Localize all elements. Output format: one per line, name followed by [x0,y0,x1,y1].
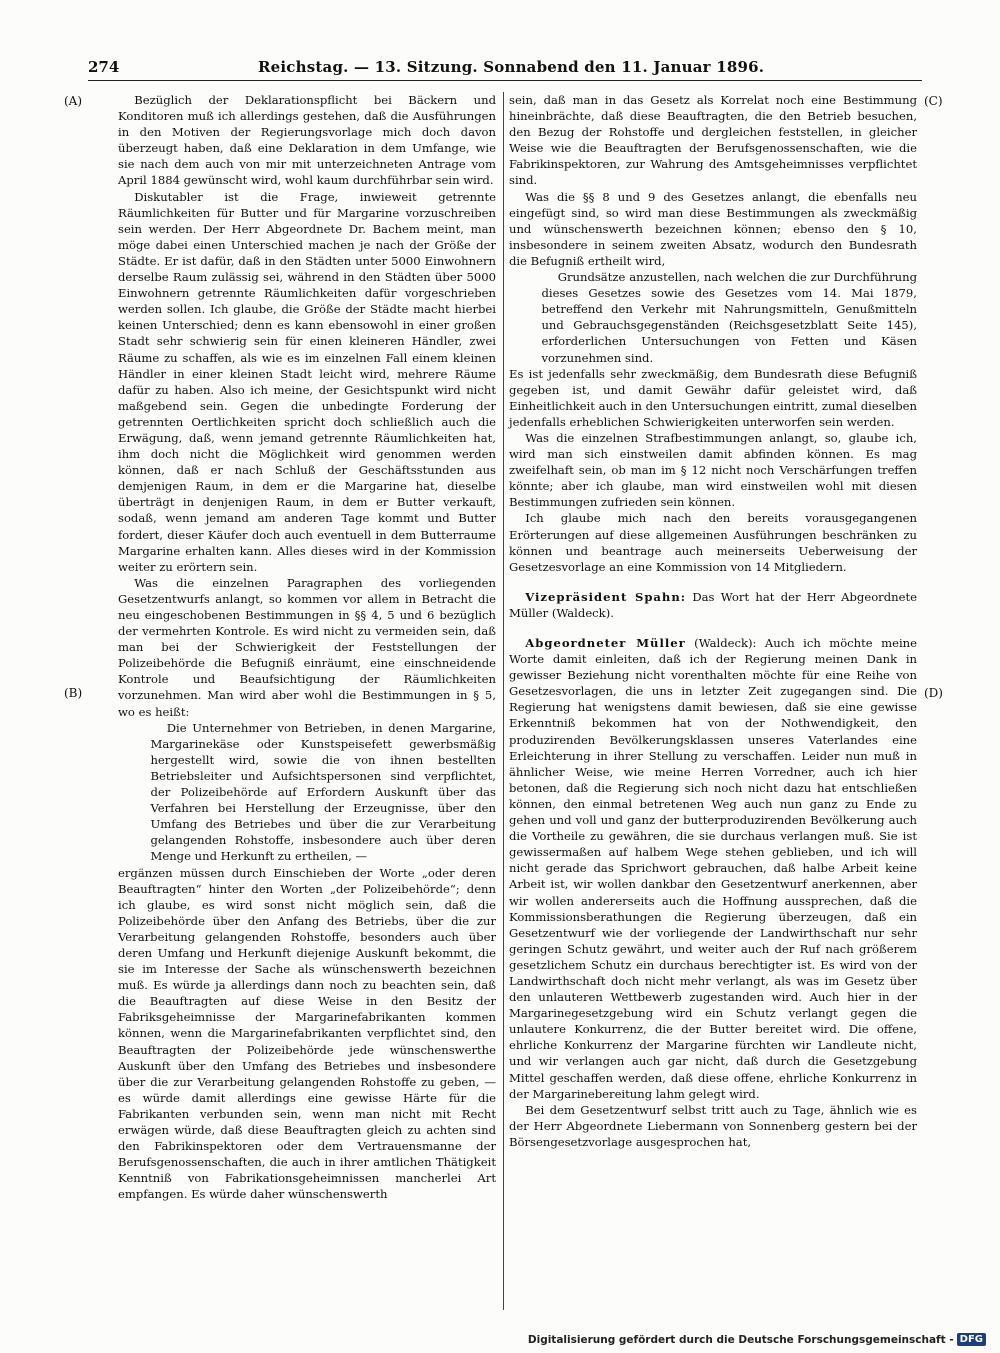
footer-text: Digitalisierung gefördert durch die Deutsche Forschungsgemeinschaft - [527,1333,954,1346]
margin-marker-d: (D) [924,686,943,700]
paragraph-text: Grundsätze anzustellen, nach welchen die zur Durchführung dieses Gesetzes sowie des Gesetzes vom 14. Mai 1879, betreffend den Verkehr mit Nahrungsmitteln, Genußmitteln und Gebrauchsgegenständen (Reichsgesetzblatt Seite 145), erforderlichen Untersuchungen von Fetten und Käsen vorzunehmen sind. [541,270,917,365]
paragraph [509,430,917,510]
paragraph [509,635,917,1102]
paragraph-text: Was die einzelnen Paragraphen des vorliegenden Gesetzentwurfs anlangt, so kommen vor allem in Betracht die neu eingeschobenen Bestimmungen in §§ 4, 5 und 6 bezüglich der vermehrten Kontrole. Es wird nicht zu vermeiden sein, daß man bei der Schwierigkeit der Feststellungen der Polizeibehörde die Befugniß einräumt, eine einschneidende Kontrole und Beaufsichtigung der Räumlichkeiten vorzunehmen. Man wird aber wohl die Bestimmungen in § 5, wo es heißt: [118,575,496,719]
margin-marker-b: (B) [64,686,83,700]
paragraph [509,510,917,574]
column-divider [503,92,504,1310]
paragraph-text: ergänzen müssen durch Einschieben der Worte „oder deren Beauftragten“ hinter den Worten „der Polizeibehörde“; denn ich glaube, es wird sonst nicht möglich sein, daß die Polizeibehörde über den Anfang des Betriebs, über die zur Verarbeitung gelangenden Rohstoffe, besonders auch über deren Umfang und Herkunft diejenige Auskunft bekommt, die sie im Interesse der Sache als wünschenswerth bezeichnen muß. Es würde ja allerdings dann noch zu beachten sein, daß die Beauftragten auf diese Weise in den Besitz der Fabriksgeheimnisse der Margarinefabrikanten kommen können, wenn die Margarinefabrikanten verpflichtet sind, den Beauftragten der Polizeibehörde jede wünschenswerthe Auskunft über den Umfang des Betriebes und insbesondere über die zur Verarbeitung gelangenden Rohstoffe zu geben, — es würde damit allerdings eine gewisse Härte für die Fabrikanten verbunden sein, wenn man nicht mit Recht erwägen würde, daß diese Beauftragten gleich zu achten sind den Fabrikinspektoren oder dem Vertrauensmanne der Berufsgenossenschaften, die auch in ihrer amtlichen Thätigkeit Kenntniß von Fabrikationsgeheimnissen mancherlei Art empfangen. Es würde daher wünschenswerth [118,865,496,1202]
paragraph [118,865,496,1203]
footer-credit [528,1333,986,1346]
paragraph-text: sein, daß man in das Gesetz als Korrelat noch eine Bestimmung hineinbrächte, daß diese Beauftragten, die den Betrieb besuchen, den Bezug der Rohstoffe und dergleichen feststellen, in gleicher Weise wie die Beauftragten der Berufsgenossenschaften, wie die Fabrikinspektoren, zur Wahrung des Amtsgeheimnisses verpflichtet sind. [509,93,917,188]
paragraph-text: Die Unternehmer von Betrieben, in denen Margarine, Margarinekäse oder Kunstspeisefett gewerbsmäßig hergestellt wird, sowie die von ihnen bestellten Betriebsleiter und Aufsichtspersonen sind verpflichtet, der Polizeibehörde auf Erfordern Auskunft über das Verfahren bei Herstellung der Erzeugnisse, über den Umfang des Betriebes und über die zur Verarbeitung gelangenden Rohstoffe, insbesondere auch über deren Menge und Herkunft zu ertheilen, — [150,720,496,864]
margin-marker-a: (A) [64,94,83,108]
page-number: 274 [88,58,120,76]
running-head: Reichstag. — 13. Sitzung. Sonnabend den 11. Januar 1896. [258,58,765,76]
paragraph-text: Bezüglich der Deklarationspflicht bei Bäckern und Konditoren muß ich allerdings gestehen, daß die Ausführungen in den Motiven der Regierungsvorlage mich doch davon überzeugt haben, daß eine Deklaration in dem Umfange, wie sie nach dem auch von mir mit unterzeichneten Antrage vom April 1884 gewünscht wird, wohl kaum durchführbar sein wird. [118,93,496,188]
paragraph-text: Was die einzelnen Strafbestimmungen anlangt, so, glaube ich, wird man sich einstweilen damit abfinden können. Es mag zweifelhaft sein, ob man im § 12 nicht noch Verschärfungen treffen könnte; aber ich glaube, man wird einstweilen wohl mit diesen Bestimmungen zufrieden sein können. [509,430,917,510]
paragraph-text: Diskutabler ist die Frage, inwieweit getrennte Räumlichkeiten für Butter und für Margarine vorzuschreiben sein werden. Der Herr Abgeordnete Dr. Bachem meint, man möge dabei einen Unterschied machen je nach der Größe der Städte. Er ist dafür, daß in den Städten unter 5000 Einwohnern derselbe Raum zulässig sei, während in den Städten über 5000 Einwohnern getrennte Räumlichkeiten dafür vorgeschrieben werden sollen. Ich glaube, die Größe der Städte macht hierbei keinen Unterschied; denn es kann ebensowohl in einer großen Stadt sehr schwierig sein für einen kleineren Händler, zwei Räume zu schaffen, als wie es im einzelnen Fall einem kleinen Händler in einer kleinen Stadt leicht wird, mehrere Räume dafür zu haben. Also ich meine, der Gesichtspunkt wird nicht maßgebend sein. Gegen die unbedingte Forderung der getrennten Oertlichkeiten spricht doch schließlich auch die Erwägung, daß, wenn jemand getrennte Räumlichkeiten hat, ihm doch nicht die Möglichkeit wird genommen werden können, daß er nach Schluß der Geschäftsstunden aus demjenigen Raum, in dem er die Margarine hat, dieselbe überträgt in denjenigen Raum, in dem er Butter verkauft, sodaß, wenn jemand am anderen Tage kommt und Butter fordert, dieser Käufer doch auch eventuell in dem Butterraume Margarine erhalten kann. Alles dieses wird in der Kommission weiter zu erörtern sein. [118,189,496,574]
paragraph-text: Es ist jedenfalls sehr zweckmäßig, dem Bundesrath diese Befugniß gegeben ist, und damit Gewähr dafür geleistet wird, daß Einheitlichkeit auch in den Untersuchungen eintritt, zumal dieselben jedenfalls erheblichen Schwierigkeiten unterworfen sein werden. [509,366,917,429]
page-header [88,54,922,81]
paragraph [509,589,917,621]
paragraph-text: Das Wort hat der Herr Abgeordnete Müller (Waldeck). [509,589,917,620]
paragraph [509,189,917,269]
paragraph [118,92,496,189]
paragraph-text: Bei dem Gesetzentwurf selbst tritt auch zu Tage, ähnlich wie es der Herr Abgeordnete Liebermann von Sonnenberg gestern bei der Börsengesetzvorlage ausgesprochen hat, [509,1102,917,1149]
paragraph-text: (Waldeck): Auch ich möchte meine Worte damit einleiten, daß ich der Regierung meinen Dank in gewisser Beziehung nicht vorenthalten möchte für eine Reihe von Gesetzesvorlagen, die uns in letzter Zeit zugegangen sind. Die Regierung hat wenigstens damit bewiesen, daß sie eine gewisse Erkenntniß bekommen hat von der Nothwendigkeit, den produzirenden Bevölkerungsklassen unseres Vaterlandes eine Erleichterung in ihrer Stellung zu verschaffen. Leider nun muß in ähnlicher Weise, wie meine Herren Vorredner, auch ich hier betonen, daß die Regierung sich noch nicht dazu hat entschließen können, den einmal betretenen Weg auch nun ganz zu Ende zu gehen und voll und ganz der butterproduzirenden Bevölkerung auch die Vortheile zu gewähren, die sie durchaus verlangen muß. Sie ist gewissermaßen auf halbem Wege stehen geblieben, und ich will nicht gerade das Sprichwort gebrauchen, daß halbe Arbeit keine Arbeit ist, wir wollen dankbar den Gesetzentwurf anerkennen, aber wir wollen andererseits auch die Hoffnung aussprechen, daß die Kommissionsberathungen die Regierung überzeugen, daß ein Gesetzentwurf wie der vorliegende der Landwirthschaft nur sehr geringen Schutz gewährt, und weiter auch der Ruf nach größerem gesetzlichem Schutz ein durchaus berechtigter ist. Es wird von der Landwirthschaft doch nicht mehr verlangt, als was im Gesetz über den unlauteren Wettbewerb zugestanden wird. Auch hier in der Margarinegesetzgebung wird ein Schutz verlangt gegen die unlautere Konkurrenz, die der Butter bereitet wird. Die offene, ehrliche Konkurrenz der Margarine fürchten wir Landleute nicht, und wir verlangen auch gar nicht, daß durch die Gesetzgebung Mittel geschaffen werden, daß diese offene, ehrliche Konkurrenz in der Margarinebereitung lahm gelegt wird. [509,636,917,1101]
paragraph [118,575,496,720]
paragraph [541,269,917,366]
margin-marker-c: (C) [924,94,943,108]
paragraph [118,189,496,575]
left-column [118,92,496,1202]
paragraph-text: Was die §§ 8 und 9 des Gesetzes anlangt, die ebenfalls neu eingefügt sind, so wird man diese Bestimmungen als zweckmäßig und wünschenswerth bezeichnen können; ebenso den § 10, insbesondere in seinem zweiten Absatz, wodurch den Bundesrath die Befugniß ertheilt wird, [509,189,917,268]
speaker-name: Abgeordneter Müller [525,636,686,650]
speaker-name: Vizepräsident Spahn: [525,589,687,604]
right-column [509,92,917,1150]
dfg-logo: DFG [957,1333,986,1346]
paragraph [509,366,917,430]
paragraph-text: Ich glaube mich nach den bereits vorausgegangenen Erörterungen auf diese allgemeinen Ausführungen beschränken zu können und beantrage auch meinerseits Ueberweisung der Gesetzesvorlage an eine Kommission von 14 Mitgliedern. [509,511,917,574]
paragraph [509,92,917,189]
paragraph [150,720,496,865]
paragraph [509,1102,917,1150]
